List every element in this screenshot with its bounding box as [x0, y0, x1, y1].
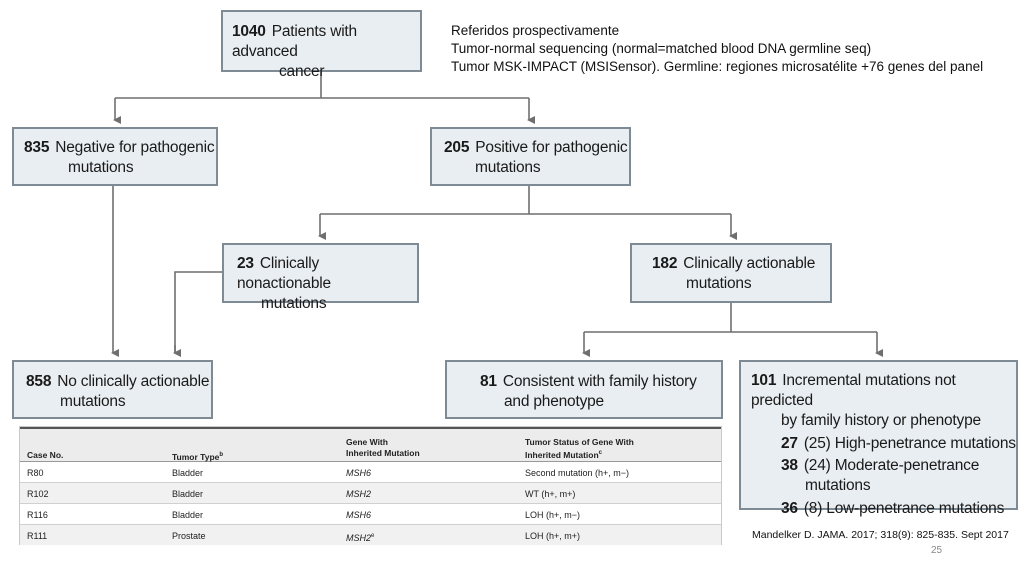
- cell-tumor-type: Bladder: [172, 489, 204, 499]
- incremental-count: 101: [751, 372, 777, 389]
- cell-case: R116: [27, 510, 48, 520]
- cell-status: LOH (h+, m+): [525, 531, 581, 541]
- no-actionable-label-2: mutations: [60, 393, 126, 410]
- root-label-2: cancer: [279, 63, 325, 80]
- slide-number: 25: [931, 545, 943, 556]
- box-consistent: [445, 360, 723, 419]
- table-row: [20, 504, 721, 525]
- cell-gene: MSH2: [346, 489, 372, 499]
- note-line-3: Tumor MSK-IMPACT (MSISensor). Germline: regiones microsatélite +76 genes del panel: [451, 59, 984, 74]
- negative-label-2: mutations: [68, 159, 134, 176]
- actionable-count: 182: [652, 255, 678, 272]
- actionable-label-1: Clinically actionable: [683, 255, 816, 272]
- method-notes: [451, 22, 983, 76]
- header-gene-2: Inherited Mutation: [346, 448, 420, 458]
- box-nonactionable: [222, 243, 419, 312]
- no-actionable-count: 858: [26, 373, 52, 390]
- incremental-label-2: by family history or phenotype: [781, 412, 981, 429]
- note-line-2: Tumor-normal sequencing (normal=matched blood DNA germline seq): [451, 41, 872, 56]
- header-case: Case No.: [27, 450, 64, 460]
- cell-gene: MSH2: [346, 533, 372, 543]
- cell-status: LOH (h+, m−): [525, 510, 581, 520]
- cell-tumor-type: Prostate: [172, 531, 206, 541]
- box-root: [221, 10, 422, 80]
- cell-case: R111: [27, 531, 48, 541]
- cell-status: WT (h+, m+): [525, 489, 576, 499]
- consistent-label-1: Consistent with family history: [502, 373, 697, 390]
- low-penetrance-label: (8) Low-penetrance mutations: [803, 500, 1005, 517]
- consistent-count: 81: [480, 373, 497, 390]
- table-header: [20, 427, 721, 462]
- high-penetrance-label: (25) High-penetrance mutations: [803, 435, 1016, 452]
- box-actionable: [630, 243, 832, 303]
- box-no-actionable: [12, 360, 213, 419]
- box-positive: [430, 127, 631, 186]
- moderate-penetrance-count: 38: [781, 457, 798, 474]
- header-status-2: [525, 448, 602, 460]
- actionable-label-2: mutations: [686, 275, 752, 292]
- box-negative: [12, 127, 218, 186]
- cell-gene: MSH6: [346, 510, 372, 520]
- negative-count: 835: [24, 139, 50, 156]
- incremental-label-1: Incremental mutations not predicted: [751, 372, 956, 409]
- connector-nonactionable: [175, 272, 222, 353]
- cell-case: R80: [27, 468, 44, 478]
- cell-status: Second mutation (h+, m−): [525, 468, 630, 478]
- high-penetrance-count: 27: [781, 435, 798, 452]
- positive-label-2: mutations: [475, 159, 541, 176]
- consistent-label-2: and phenotype: [504, 393, 604, 410]
- nonactionable-label-2: mutations: [261, 295, 327, 312]
- cell-gene: MSH6: [346, 468, 372, 478]
- header-tumor-type: [172, 450, 223, 462]
- table-row: [20, 483, 721, 504]
- root-count: 1040: [232, 23, 266, 40]
- nonactionable-count: 23: [237, 255, 254, 272]
- box-incremental: [739, 360, 1018, 517]
- no-actionable-label-1: No clinically actionable: [57, 373, 210, 390]
- positive-count: 205: [444, 139, 470, 156]
- low-penetrance-count: 36: [781, 500, 798, 517]
- header-status-footnote: c: [598, 450, 603, 456]
- inherited-mutation-table: [19, 426, 722, 545]
- note-line-1: Referidos prospectivamente: [451, 23, 620, 38]
- table-row: [20, 525, 721, 545]
- cell-case: R102: [27, 489, 49, 499]
- cell-tumor-type: Bladder: [172, 468, 204, 478]
- positive-label-1: Positive for pathogenic: [475, 139, 628, 156]
- header-tumor-type-footnote: b: [219, 452, 224, 458]
- cell-gene-footnote: e: [371, 533, 375, 539]
- header-tumor-type-label: Tumor Type: [172, 451, 220, 462]
- header-gene-1: Gene With: [346, 437, 388, 447]
- table-row: [20, 462, 721, 483]
- root-label-1: Patients with advanced: [232, 23, 357, 60]
- moderate-penetrance-label-2: mutations: [805, 477, 871, 494]
- header-status-1: Tumor Status of Gene With: [525, 437, 634, 447]
- cell-gene-wrap: [346, 531, 374, 543]
- negative-label-1: Negative for pathogenic: [55, 139, 215, 156]
- citation: Mandelker D. JAMA. 2017; 318(9): 825-835. Sept 2017: [752, 529, 1009, 541]
- cell-tumor-type: Bladder: [172, 510, 204, 520]
- header-status-2-label: Inherited Mutation: [525, 449, 599, 460]
- nonactionable-label-1: Clinically nonactionable: [237, 255, 331, 292]
- moderate-penetrance-label: (24) Moderate-penetrance: [803, 457, 980, 474]
